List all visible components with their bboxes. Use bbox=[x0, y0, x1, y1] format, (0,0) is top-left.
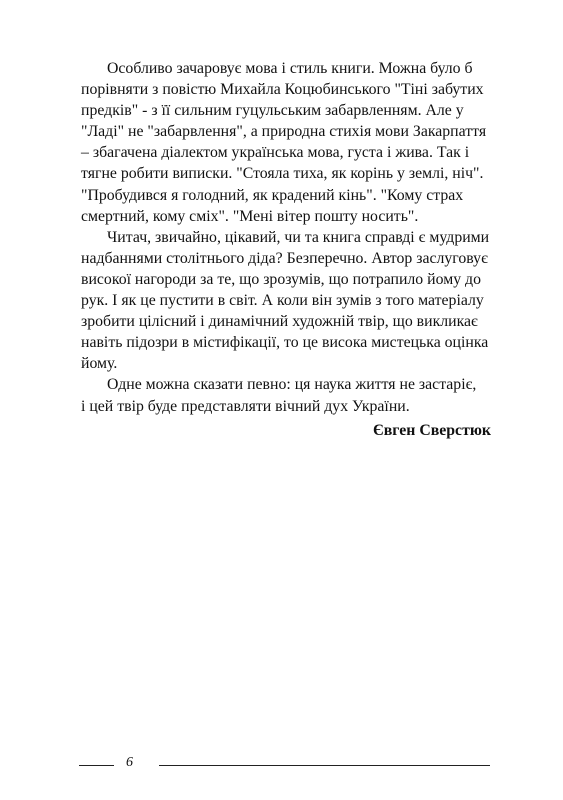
body-text bbox=[81, 58, 491, 417]
paragraph-1: Особливо зачаровує мова і стиль книги. Можна було б порівняти з повістю Михайла Коцюбинського "Тіні забутих предків" - з її сильним гуцульським забарвленням. Але у "Ладі" не "забарвлення", а природна стихія мови Закарпаття – збагачена діалектом українська мова, густа і жива. Так і тягне робити виписки. "Стояла тиха, як корінь у землі, ніч". "Пробудився я голодний, як крадений кінь". "Кому страх смертний, кому сміх". "Мені вітер пошту носить". bbox=[81, 60, 487, 225]
page-number: 6 bbox=[126, 755, 133, 770]
footer-rule-left bbox=[79, 765, 114, 766]
paragraph-2: Читач, звичайно, цікавий, чи та книга справді є мудрими надбаннями столітнього діда? Безперечно. Автор заслуговує високої нагороди за те, що зрозумів, що потрапило йому до рук. І як це пустити в світ. А коли він зумів з того матеріалу зробити цілісний і динамічний художній твір, що викликає навіть підозри в містифікації, то це висока мистецька оцінка йому. bbox=[81, 228, 490, 373]
paragraph-3: Одне можна сказати певно: ця наука життя не застаріє, і цей твір буде представляти вічний дух України. bbox=[81, 376, 477, 415]
footer-rule-right bbox=[159, 765, 490, 766]
author-signature: Євген Сверстюк bbox=[373, 422, 491, 439]
